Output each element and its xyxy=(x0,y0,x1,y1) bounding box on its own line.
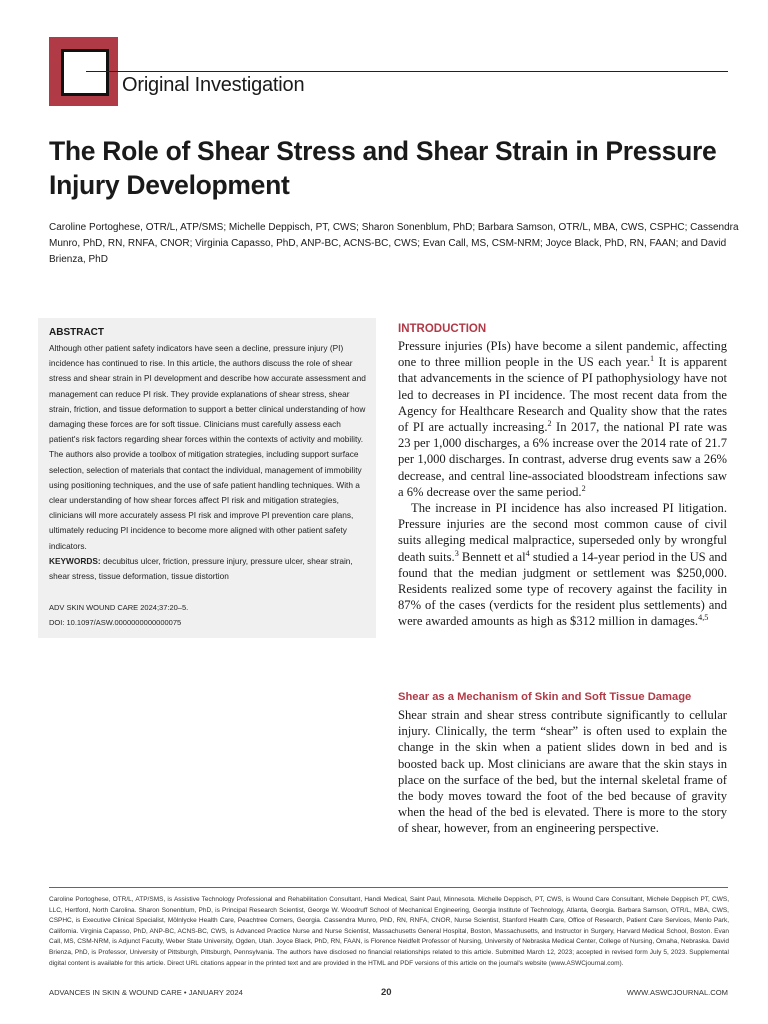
footer-journal-url[interactable]: WWW.ASWCJOURNAL.COM xyxy=(626,988,728,997)
shear-section-body: Shear strain and shear stress contribute significantly to cellular injury. Clinically, the term “shear” is often used to explain the change in the skin when a patient slides down in bed and is boosted back up. Most clinicians are aware that the skin stays in place on the surface of the bed, but the internal skeletal frame of the body moves toward the foot of the bed because of gravity when the head of the bed is elevated. There is more to the story of shear, however, from an engineering perspective. xyxy=(398,708,727,836)
shear-section-heading: Shear as a Mechanism of Skin and Soft Tissue Damage xyxy=(398,691,692,703)
journal-citation: ADV SKIN WOUND CARE 2024;37:20–5. xyxy=(49,603,189,612)
keywords-text: decubitus ulcer, friction, pressure injury, pressure ulcer, shear strain, shear stress, tissue deformation, tissue distortion xyxy=(49,555,353,582)
introduction-heading: INTRODUCTION xyxy=(398,323,487,335)
article-title: The Role of Shear Stress and Shear Strain in Pressure Injury Development xyxy=(49,136,717,200)
intro-paragraph-2: The increase in PI incidence has also increased PI litigation. Pressure injuries are the second most common cause of civil suits alleging medical malpractice, superseded only by wrongful death suits.$^3$ Bennett et $al^4$ studied a 14-year period in the US and found that the median judgment or settlement was $250,000. Residents realized some type of recovery against the facility in 87% of the cases (verdicts for the resident plus settlements) and were awarded amounts as high as $312 million in damages.$^{4,5}$ xyxy=(398,501,728,629)
citation-block xyxy=(49,600,188,630)
author-list: Caroline Portoghese, OTR/L, ATP/SMS; Michelle Deppisch, PT, CWS; Sharon Sonenblum, PhD; Barbara Samson, OTR/L, MBA, CWS, CSPHC; Cassendra Munro, PhD, RN, RNFA, CNOR; Virginia Capasso, PhD, ANP-BC, ACNS-BC, CWS; Evan Call, MS, CSM-NRM; Joyce Black, PhD, RN, FAAN; and David Brienza, PhD xyxy=(49,222,739,265)
reference-marker[interactable]: 1 xyxy=(649,354,655,364)
page-number: 20 xyxy=(381,987,392,998)
doi-link[interactable]: DOI: 10.1097/ASW.0000000000000075 xyxy=(49,618,182,627)
reference-marker[interactable]: 3 xyxy=(454,548,459,558)
footnote-rule xyxy=(49,887,728,888)
abstract-heading: ABSTRACT xyxy=(49,327,104,338)
running-footer xyxy=(49,988,728,1000)
reference-marker[interactable]: 2 xyxy=(547,418,552,428)
footer-journal-name: ADVANCES IN SKIN & WOUND CARE • JANUARY 2024 xyxy=(49,988,243,997)
abstract-body xyxy=(49,341,371,584)
introduction-body xyxy=(398,338,727,630)
reference-marker[interactable]: 4,5 xyxy=(698,613,709,623)
logo-square-mark xyxy=(61,49,109,96)
author-affiliations-footnote: Caroline Portoghese, OTR/L, ATP/SMS, is Assistive Technology Professional and Rehabilitation Consultant, Handi Medical, Saint Paul, Minnesota. Michelle Deppisch, PT, CWS, is Wound Care Consultant, Michele Deppisch PT, CWS, LLC, Hertford, North Carolina. Sharon Sonenblum, PhD, is Principal Research Scientist, George W. Woodruff School of Mechanical Engineering, Georgia Institute of Technology, Atlanta, Georgia. Barbara Samson, OTR/L, MBA, CWS, CSPHC, is Executive Clinical Specialist, Mölnlycke Health Care, Peachtree Corners, Georgia. Cassendra Munro, PhD, RN, RNFA, CNOR, Nurse Scientist, Stanford Health Care, Office of Research, Patient Care Services, Menlo Park, California. Virginia Capasso, PhD, ANP-BC, ACNS-BC, CWS, is Advanced Practice Nurse and Nurse Scientist, Massachusetts General Hospital, Boston, Massachusetts, and Instructor in Surgery, Harvard Medical School, Boston. Evan Call, MS, CSM-NRM, is Adjunct Faculty, Weber State University, Ogden, Utah. Joyce Black, PhD, RN, FAAN, is Florence Neidfelt Professor of Nursing, University of Nebraska Medical Center, College of Nursing, Omaha, Nebraska. David Brienza, PhD, is Professor, University of Pittsburgh, Pittsburgh, Pennsylvania. The authors have disclosed no financial relationships related to this article. Submitted March 12, 2023; accepted in revised form July 5, 2023. Supplemental digital content is available for this article. Direct URL citations appear in the printed text and are provided in the HTML and PDF versions of this article on the journal's website (www.ASWCjournal.com). xyxy=(49,896,729,967)
reference-marker[interactable]: 4 xyxy=(525,548,530,558)
keywords-label: KEYWORDS: xyxy=(49,555,101,566)
section-label: Original Investigation xyxy=(122,74,305,96)
intro-paragraph-1: Pressure injuries (PIs) have become a silent pandemic, affecting one to three million people in the US each year.$^1$ It is apparent that advancements in the science of PI pathophysiology have not led to decreases in PI incidence. The most recent data from the Agency for Healthcare Research and Quality show that the rates of PI are actually increasing.$^2$ In 2017, the national PI rate was 23 per 1,000 discharges, a 6% increase over the 2014 rate of 21.7 per 1,000 discharges. In contrast, adverse drug events saw a 26% decrease, and central line-associated bloodstream infections saw a 6% decrease over the same period.$^2$ xyxy=(398,339,727,499)
abstract-text: Although other patient safety indicators have seen a decline, pressure injury (PI) incidence has continued to rise. In this article, the authors discuss the role of shear stress and shear strain in PI development and describe how accurate assessment and management can reduce PI risk. They provide explanations of shear stress, shear strain, friction, and tissue deformation to support a better clinical understanding of how damaging these forces are for soft tissue. Clinicians must carefully assess each patient's risk factors regarding shear forces within the contexts of activity and mobility. The authors also provide a toolbox of mitigation strategies, including support surface selection, selection of materials that contact the individual, management of immobility using positioning techniques, and the use of safe patient handling techniques. With a clear understanding of how shear forces affect PI risk and mitigation strategies, clinicians will more accurately assess PI risk and improve PI prevention care plans, ultimately reducing PI incidence to become more aligned with other patient safety indicators. xyxy=(49,343,366,551)
header-rule xyxy=(86,71,728,72)
reference-marker[interactable]: 2 xyxy=(581,483,586,493)
